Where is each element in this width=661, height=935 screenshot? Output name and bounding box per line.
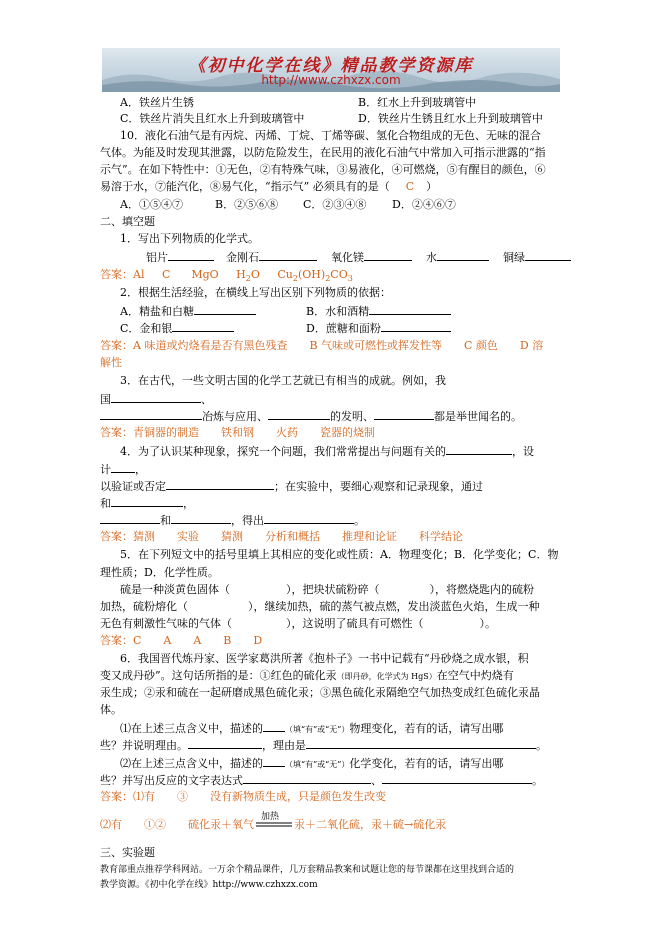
f6-answer-line-2: ⑵有 ①② 硫化汞＋氧气 加热 汞＋二氧化硫，汞＋硫→硫化汞 xyxy=(100,812,447,831)
f1-question: 1．写出下列物质的化学式。 xyxy=(120,232,259,245)
footer-line-1: 教育部重点推荐学科网站。一万余个精品课件，几万套精品教案和试题让您的每节课都在这里找到合适的 xyxy=(100,865,515,875)
f5-line-5: 无色有刺激性气味的气体（ ），这说明了硫具有可燃性（ ）。 xyxy=(100,617,496,630)
q10-option-a: A．①⑤④⑦ xyxy=(120,198,183,211)
header-banner xyxy=(102,48,560,92)
f6-part-2-line-2: 些？并写出反应的文字表达式 、 。 xyxy=(100,774,543,787)
f6-line-2: 变又成丹砂”。这句话所指的是：①红色的硫化汞（即丹砂，化学式为 HgS）在空气中灼烧有 xyxy=(100,669,514,682)
f6-line-1: 6．我国晋代炼丹家、医学家葛洪所著《抱朴子》一书中记载有“丹砂烧之成水银，积 xyxy=(120,652,529,665)
f3-line-2: 国 、 xyxy=(100,393,212,406)
footer-line-2: 教学资源。《初中化学在线》http://www.czhxzx.com xyxy=(100,880,318,890)
q10-line-4: 易溶于水，⑦能汽化，⑧易气化，“指示气” 必须具有的是（ C ） xyxy=(100,180,438,193)
f1-items xyxy=(146,250,571,265)
f1-item: 水 xyxy=(426,251,437,264)
q10-line-1: 10．液化石油气是有丙烷、丙烯、丁烷、丁烯等碳、氢化合物组成的无色、无味的混合 xyxy=(120,129,541,142)
f2-answer-line-1: 答案：A 味道或灼烧看是否有黑色残查 B 气味或可燃性或挥发性等 C 颜色 D 溶 xyxy=(100,339,544,352)
f4-answer: 答案：猜测 实验 猜测 分析和概括 推理和论证 科学结论 xyxy=(100,530,463,543)
q9-option-d: D．铁丝片生锈且红水上升到玻璃管中 xyxy=(358,112,543,125)
footer-url[interactable]: http://www.czhxzx.com xyxy=(212,880,318,890)
f3-line-3: 冶炼与应用、 的发明、 都是举世闻名的。 xyxy=(100,409,522,424)
f6-part-2-line-1: ⑵在上述三点含义中，描述的 （填“有”或“无”）化学变化，若有的话，请写出哪 xyxy=(120,757,504,770)
header-url[interactable]: http://www.czhxzx.com xyxy=(261,73,401,87)
f4-line-3: 以验证或否定 ；在实验中，要细心观察和记录现象，通过 xyxy=(100,480,483,493)
q10-option-c: C．②③④⑧ xyxy=(303,198,367,211)
f6-part-1-line-1: ⑴在上述三点含义中，描述的 （填“有”或“无”）物理变化，若有的话，请写出哪 xyxy=(120,722,504,735)
q10-option-b: B．②⑤⑥⑧ xyxy=(215,198,279,211)
f5-answer: 答案：C A A B D xyxy=(100,634,263,647)
q10-line-2: 气体。为能及时发现其泄露，以防危险发生，在民用的液化石油气中常加入可指示泄露的“指 xyxy=(100,146,546,159)
q9-option-c: C．铁丝片消失且红水上升到玻璃管中 xyxy=(120,112,305,125)
f6-answer-line-1: 答案：⑴有 ③ 没有新物质生成，只是颜色发生改变 xyxy=(100,790,386,803)
q9-option-b: B．红水上升到玻璃管中 xyxy=(358,96,477,109)
q10-answer: C xyxy=(405,180,415,193)
f2-option-c: C．金和银 xyxy=(120,321,234,336)
section-fill-in-title: 二、填空题 xyxy=(100,215,155,228)
f2-answer-line-2: 解性 xyxy=(100,356,122,369)
f3-answer: 答案：青铜器的制造 铁和钢 火药 瓷器的烧制 xyxy=(100,426,375,439)
f4-line-5: 和 ，得出 。 xyxy=(100,513,365,528)
f2-option-d: D．蔗糖和面粉 xyxy=(306,321,451,336)
f2-option-a: A．精盐和白糖 xyxy=(120,304,256,319)
f2-question: 2．根据生活经验，在横线上写出区别下列物质的依据： xyxy=(120,286,391,299)
f5-line-4: 加热，硫粉熔化（ ），继续加热，硫的蒸气被点燃，发出淡蓝色火焰，生成一种 xyxy=(100,600,540,613)
f3-line-1: 3．在古代，一些文明古国的化学工艺就已有相当的成就。例如，我 xyxy=(120,374,446,387)
f1-item: 氧化镁 xyxy=(331,251,364,264)
q10-line-3: 示气”。在如下特性中：①无色，②有特殊气味，③易液化，④可燃烧，⑤有醒目的颜色，⑥ xyxy=(100,163,546,176)
f6-part-1-line-2: 些？并说明理由。 ，理由是 。 xyxy=(100,739,547,752)
f4-line-4: 和 ， xyxy=(100,497,194,510)
f1-item: 铜绿 xyxy=(503,251,525,264)
f1-item: 铝片 xyxy=(146,251,168,264)
section-experiment-title: 三、实验题 xyxy=(100,846,155,859)
header-title: 《初中化学在线》精品教学资源库 xyxy=(188,56,474,76)
f4-line-2: 计 ， xyxy=(100,463,146,476)
f6-line-3: 汞生成；②汞和硫在一起研磨成黑色硫化汞；③黑色硫化汞隔绝空气加热变成红色硫化汞晶 xyxy=(100,686,540,699)
f5-line-1: 5．在下列短文中的括号里填上其相应的变化或性质：A．物理变化；B．化学变化；C．物 xyxy=(120,548,559,561)
q9-option-a: A．铁丝片生锈 xyxy=(120,96,194,109)
f1-item: 金刚石 xyxy=(226,251,259,264)
f2-option-b: B．水和酒精 xyxy=(306,304,451,319)
f4-line-1: 4．为了认识某种现象，探究一个问题，我们常常提出与问题有关的 ，设 xyxy=(120,445,534,458)
f6-line-4: 体。 xyxy=(100,703,122,716)
heat-arrow-icon xyxy=(254,812,294,832)
f5-line-2: 理性质；D．化学性质。 xyxy=(100,566,219,579)
f1-answer: 答案：Al C MgO $H_2O$ $Cu_2(OH)_2CO_3$ xyxy=(100,268,353,284)
arrow-condition: 加热 xyxy=(261,812,280,822)
f5-line-3: 硫是一种淡黄色固体（ ），把块状硫粉碎（ ），将燃烧匙内的硫粉 xyxy=(120,583,534,596)
q10-option-d: D．②④⑥⑦ xyxy=(392,198,456,211)
